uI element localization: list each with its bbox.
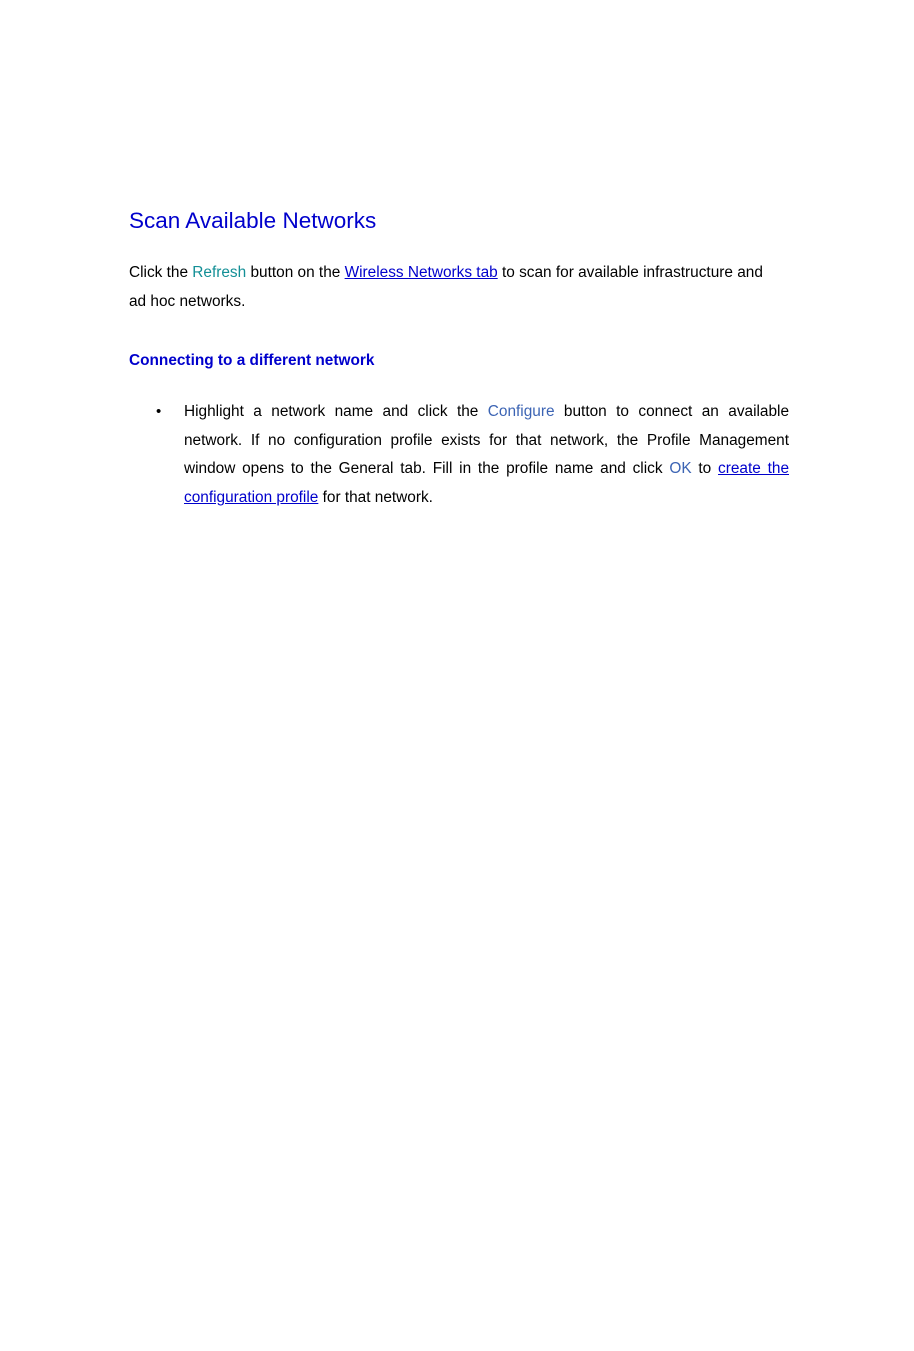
wireless-networks-tab-link[interactable]: Wireless Networks tab — [344, 264, 498, 281]
refresh-label: Refresh — [192, 264, 247, 281]
create-profile-link[interactable]: create the configuration profile — [184, 460, 789, 507]
ok-label: OK — [669, 460, 692, 478]
list-item — [129, 398, 789, 513]
configure-label: Configure — [487, 403, 555, 420]
intro-text-start: Click the — [129, 264, 193, 281]
bullet-icon: • — [156, 403, 162, 420]
step-text-2: button to connect an available network. If no configuration profile exists for that network, the Profile Management window opens to the General tab. Fill in the profile name and click — [184, 403, 790, 478]
page-title: Scan Available Networks — [129, 208, 377, 233]
intro-text-end: to scan for available infrastructure and ad hoc networks. — [129, 264, 763, 310]
step-text-3: to — [691, 460, 719, 478]
steps-list — [129, 398, 789, 513]
step-text-4: for that network. — [318, 489, 433, 507]
intro-text-middle: button on the — [246, 264, 345, 281]
intro-paragraph — [129, 258, 779, 316]
section-heading: Connecting to a different network — [129, 352, 375, 369]
step-text-1: Highlight a network name and click the — [184, 403, 488, 420]
